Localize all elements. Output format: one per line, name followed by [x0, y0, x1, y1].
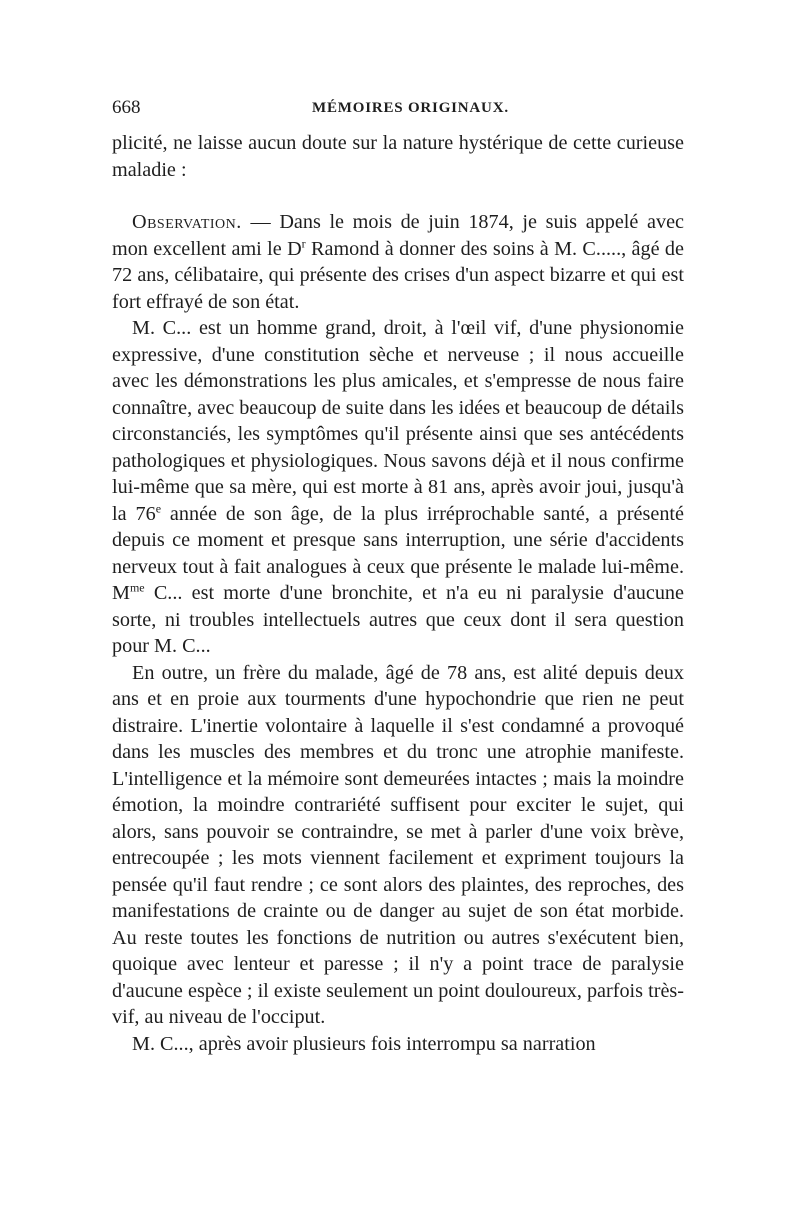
patient-text-c: C... est morte d'une bronchite, et n'a eu ni paralysie d'aucune sorte, ni troubles intellectuels autres que ceux dont il sera question pour M. C...: [112, 582, 684, 657]
observation-text-b: Ramond à donner des soins à M. C....., âgé de 72 ans, célibataire, qui présente des crises d'un aspect bizarre et qui est fort effrayé de son état.: [112, 237, 684, 313]
ordinal-superscript: e: [155, 500, 162, 515]
patient-text-a: M. C... est un homme grand, droit, à l'œil vif, d'une physionomie expressive, d'une constitution sèche et nerveuse ; il nous accueille avec les démonstrations les plus amicales, et s'empresse de nous faire connaître, avec beaucoup de suite dans les idées et beaucoup de détails circonstanciés, les symptômes qu'il présente ainsi que ses antécédents pathologiques et physiologiques. Nous savons déjà et il nous confirme lui-même que sa mère, qui est morte à 81 ans, après avoir joui, jusqu'à la 76: [112, 317, 684, 525]
observation-text-a: — Dans le mois de juin 1874, je suis appelé avec mon excellent ami le D: [112, 211, 684, 260]
observation-label: Observation.: [132, 211, 242, 233]
madame-superscript: me: [129, 580, 145, 595]
page-header: [112, 96, 684, 120]
patient-description-paragraph: [112, 315, 684, 660]
doctor-superscript: r: [301, 235, 306, 250]
observation-paragraph: [112, 209, 684, 315]
page-number: 668: [112, 97, 141, 118]
document-page: [112, 96, 684, 1057]
narration-paragraph: M. C..., après avoir plusieurs fois interrompu sa narration: [132, 1032, 596, 1055]
paragraph-gap: [112, 183, 684, 209]
body-text: [112, 130, 684, 1057]
brother-paragraph: En outre, un frère du malade, âgé de 78 ans, est alité depuis deux ans et en proie aux tourments d'une hypochondrie que rien ne peut distraire. L'inertie volontaire à laquelle il s'est condamné a provoqué dans les muscles des membres et du tronc une atrophie manifeste. L'intelligence et la mémoire sont demeurées intactes ; mais la moindre émotion, la moindre contrariété suffisent pour exciter le sujet, qui alors, sans pouvoir se contraindre, se met à parler d'une voix brève, entrecoupée ; les mots viennent facilement et expriment toujours la pensée qu'il faut rendre ; ce sont alors des plaintes, des reproches, des manifestations de crainte ou de danger au sujet de son état morbide. Au reste toutes les fonctions de nutrition ou autres s'exécutent bien, quoique avec lenteur et paresse ; il n'y a point trace de paralysie d'aucune espèce ; il existe seulement un point douloureux, parfois très-vif, au niveau de l'occiput.: [112, 661, 684, 1028]
patient-text-b: année de son âge, de la plus irréprochable santé, a présenté depuis ce moment et presque sans interruption, une série d'accidents nerveux tout à fait analogues à ceux que présente le malade lui-même. M: [112, 502, 684, 604]
running-head: MÉMOIRES ORIGINAUX.: [312, 100, 509, 116]
paragraph-continuation: plicité, ne laisse aucun doute sur la nature hystérique de cette curieuse maladie :: [112, 132, 684, 181]
